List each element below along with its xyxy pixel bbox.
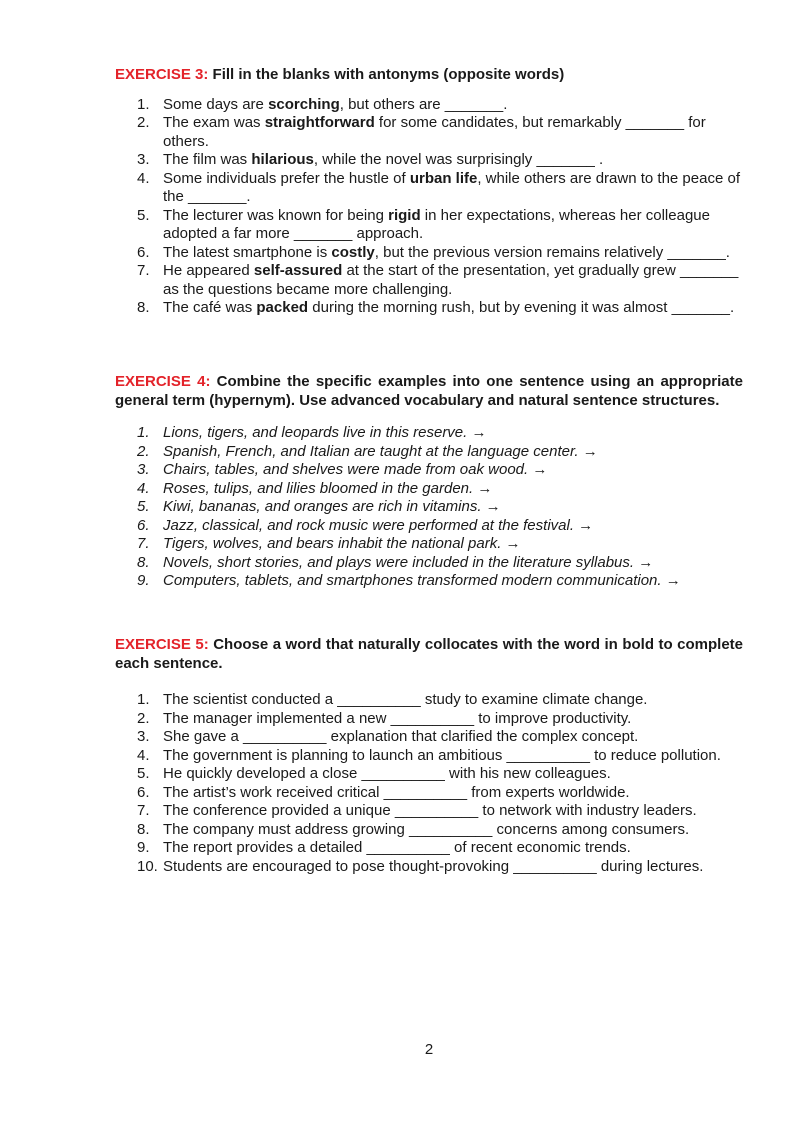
list-item [115,461,743,480]
item-text: Tigers, wolves, and bears inhabit the national park. → [163,535,521,552]
item-number: 8. [137,553,150,571]
bold-word: costly [331,243,375,261]
list-item [115,839,743,858]
item-text: Chairs, tables, and shelves were made from oak wood. → [163,461,548,478]
item-number: 2. [137,442,150,460]
list-item [115,710,743,729]
item-text: He quickly developed a close __________ with his new colleagues. [163,765,611,782]
list-item [115,765,743,784]
item-text: Spanish, French, and Italian are taught at the language center. → [163,442,598,460]
item-number: 5. [137,765,150,782]
item-text-before: The exam was [163,114,265,131]
item-number: 10. [137,857,158,875]
list-item [115,498,743,517]
item-number: 1. [137,424,150,441]
item-number: 3. [137,151,150,168]
list-item [115,517,743,536]
exercise-4-label: EXERCISE 4: [115,373,211,390]
list-item [115,114,743,151]
list-item [115,554,743,573]
list-item [115,747,743,766]
item-number: 3. [137,728,150,745]
item-text: The conference provided a unique __________ to network with industry leaders. [163,802,697,819]
item-text-before: He appeared [163,262,254,279]
exercise-4-heading [115,373,743,410]
list-item [115,299,743,318]
item-text: The manager implemented a new __________ to improve productivity. [163,709,632,727]
list-item [115,858,743,877]
item-number: 7. [137,535,150,552]
list-item [115,262,743,299]
item-text: The report provides a detailed __________ of recent economic trends. [163,839,631,856]
bold-word: urban life [409,169,478,187]
item-text: She gave a __________ explanation that clarified the complex concept. [163,728,639,745]
exercise-3-list [115,96,743,318]
bold-word: packed [256,299,309,316]
item-text-before: Some days are [163,95,269,113]
item-text-after: , while others are drawn to the peace of the _______. [163,169,740,205]
list-item [115,728,743,747]
item-text-after: during the morning rush, but by evening it was almost _______. [308,299,735,316]
list-item [115,784,743,803]
item-text: The company must address growing __________ concerns among consumers. [163,820,690,838]
item-text-after: at the start of the presentation, yet gradually grew _______ as the questions became more challenging. [163,262,739,298]
exercise-4-list [115,424,743,591]
list-item [115,96,743,115]
item-text: Jazz, classical, and rock music were performed at the festival. → [163,516,594,534]
list-item [115,424,743,443]
exercise-5-label: EXERCISE 5: [115,636,209,653]
exercise-5-instruction: Choose a word that naturally collocates with the word in bold to complete each sentence. [115,636,743,672]
bold-word: hilarious [251,151,314,168]
exercise-4 [115,373,743,591]
page-number: 2 [424,1041,434,1058]
exercise-5-heading [115,636,743,673]
item-text-after: for some candidates, but remarkably _______ for others. [163,114,706,150]
list-item [115,802,743,821]
item-text-after: in her expectations, whereas her colleague adopted a far more _______ approach. [163,206,710,242]
exercise-5-list [115,691,743,876]
item-number: 1. [137,691,150,708]
item-number: 6. [137,783,150,801]
item-number: 7. [137,802,150,819]
list-item [115,572,743,591]
item-text: The government is planning to launch an ambitious __________ to reduce pollution. [163,746,721,764]
item-number: 6. [137,243,150,261]
list-item [115,535,743,554]
item-number: 6. [137,516,150,534]
item-text-after: , but the previous version remains relatively _______. [374,243,730,261]
item-number: 3. [137,461,150,478]
bold-word: rigid [388,206,421,224]
item-number: 5. [137,206,150,224]
item-number: 5. [137,498,150,515]
item-number: 8. [137,820,150,838]
item-text-before: The café was [163,299,257,316]
item-number: 1. [137,95,150,113]
bold-word: straightforward [264,114,375,131]
list-item [115,170,743,207]
list-item [115,821,743,840]
item-number: 7. [137,262,150,279]
exercise-4-instruction: Combine the specific examples into one sentence using an appropriate general term (hypernym). Use advanced vocabulary and natural sentence structures. [115,373,743,409]
item-text: Roses, tulips, and lilies bloomed in the garden. → [163,479,493,497]
item-text: Kiwi, bananas, and oranges are rich in vitamins. → [163,498,501,515]
item-number: 2. [137,709,150,727]
item-text: Novels, short stories, and plays were included in the literature syllabus. → [163,553,654,571]
exercise-3-instruction: Fill in the blanks with antonyms (opposite words) [208,66,565,83]
item-number: 8. [137,299,150,316]
list-item [115,151,743,170]
list-item [115,691,743,710]
list-item [115,244,743,263]
item-number: 4. [137,169,150,187]
exercise-3-label: EXERCISE 3: [115,66,209,83]
item-number: 9. [137,572,150,589]
item-number: 2. [137,114,150,131]
item-text: Lions, tigers, and leopards live in this reserve. → [163,424,487,441]
item-number: 4. [137,479,150,497]
item-text-after: , but others are _______. [339,95,508,113]
list-item [115,207,743,244]
exercise-5 [115,636,743,876]
item-text: The scientist conducted a __________ study to examine climate change. [163,691,648,708]
bold-word: scorching [268,95,340,113]
item-text: Students are encouraged to pose thought-provoking __________ during lectures. [163,857,704,875]
item-text-after: , while the novel was surprisingly _______ . [313,151,604,168]
item-text-before: The latest smartphone is [163,243,332,261]
item-text: Computers, tablets, and smartphones transformed modern communication. → [163,572,681,589]
list-item [115,480,743,499]
item-text-before: The film was [163,151,252,168]
exercise-3-heading [115,66,743,85]
bold-word: self-assured [253,262,343,279]
item-text-before: Some individuals prefer the hustle of [163,169,410,187]
item-number: 4. [137,746,150,764]
list-item [115,443,743,462]
item-number: 9. [137,839,150,856]
exercise-3 [115,66,743,318]
item-text-before: The lecturer was known for being [163,206,389,224]
item-text: The artist’s work received critical __________ from experts worldwide. [163,783,630,801]
